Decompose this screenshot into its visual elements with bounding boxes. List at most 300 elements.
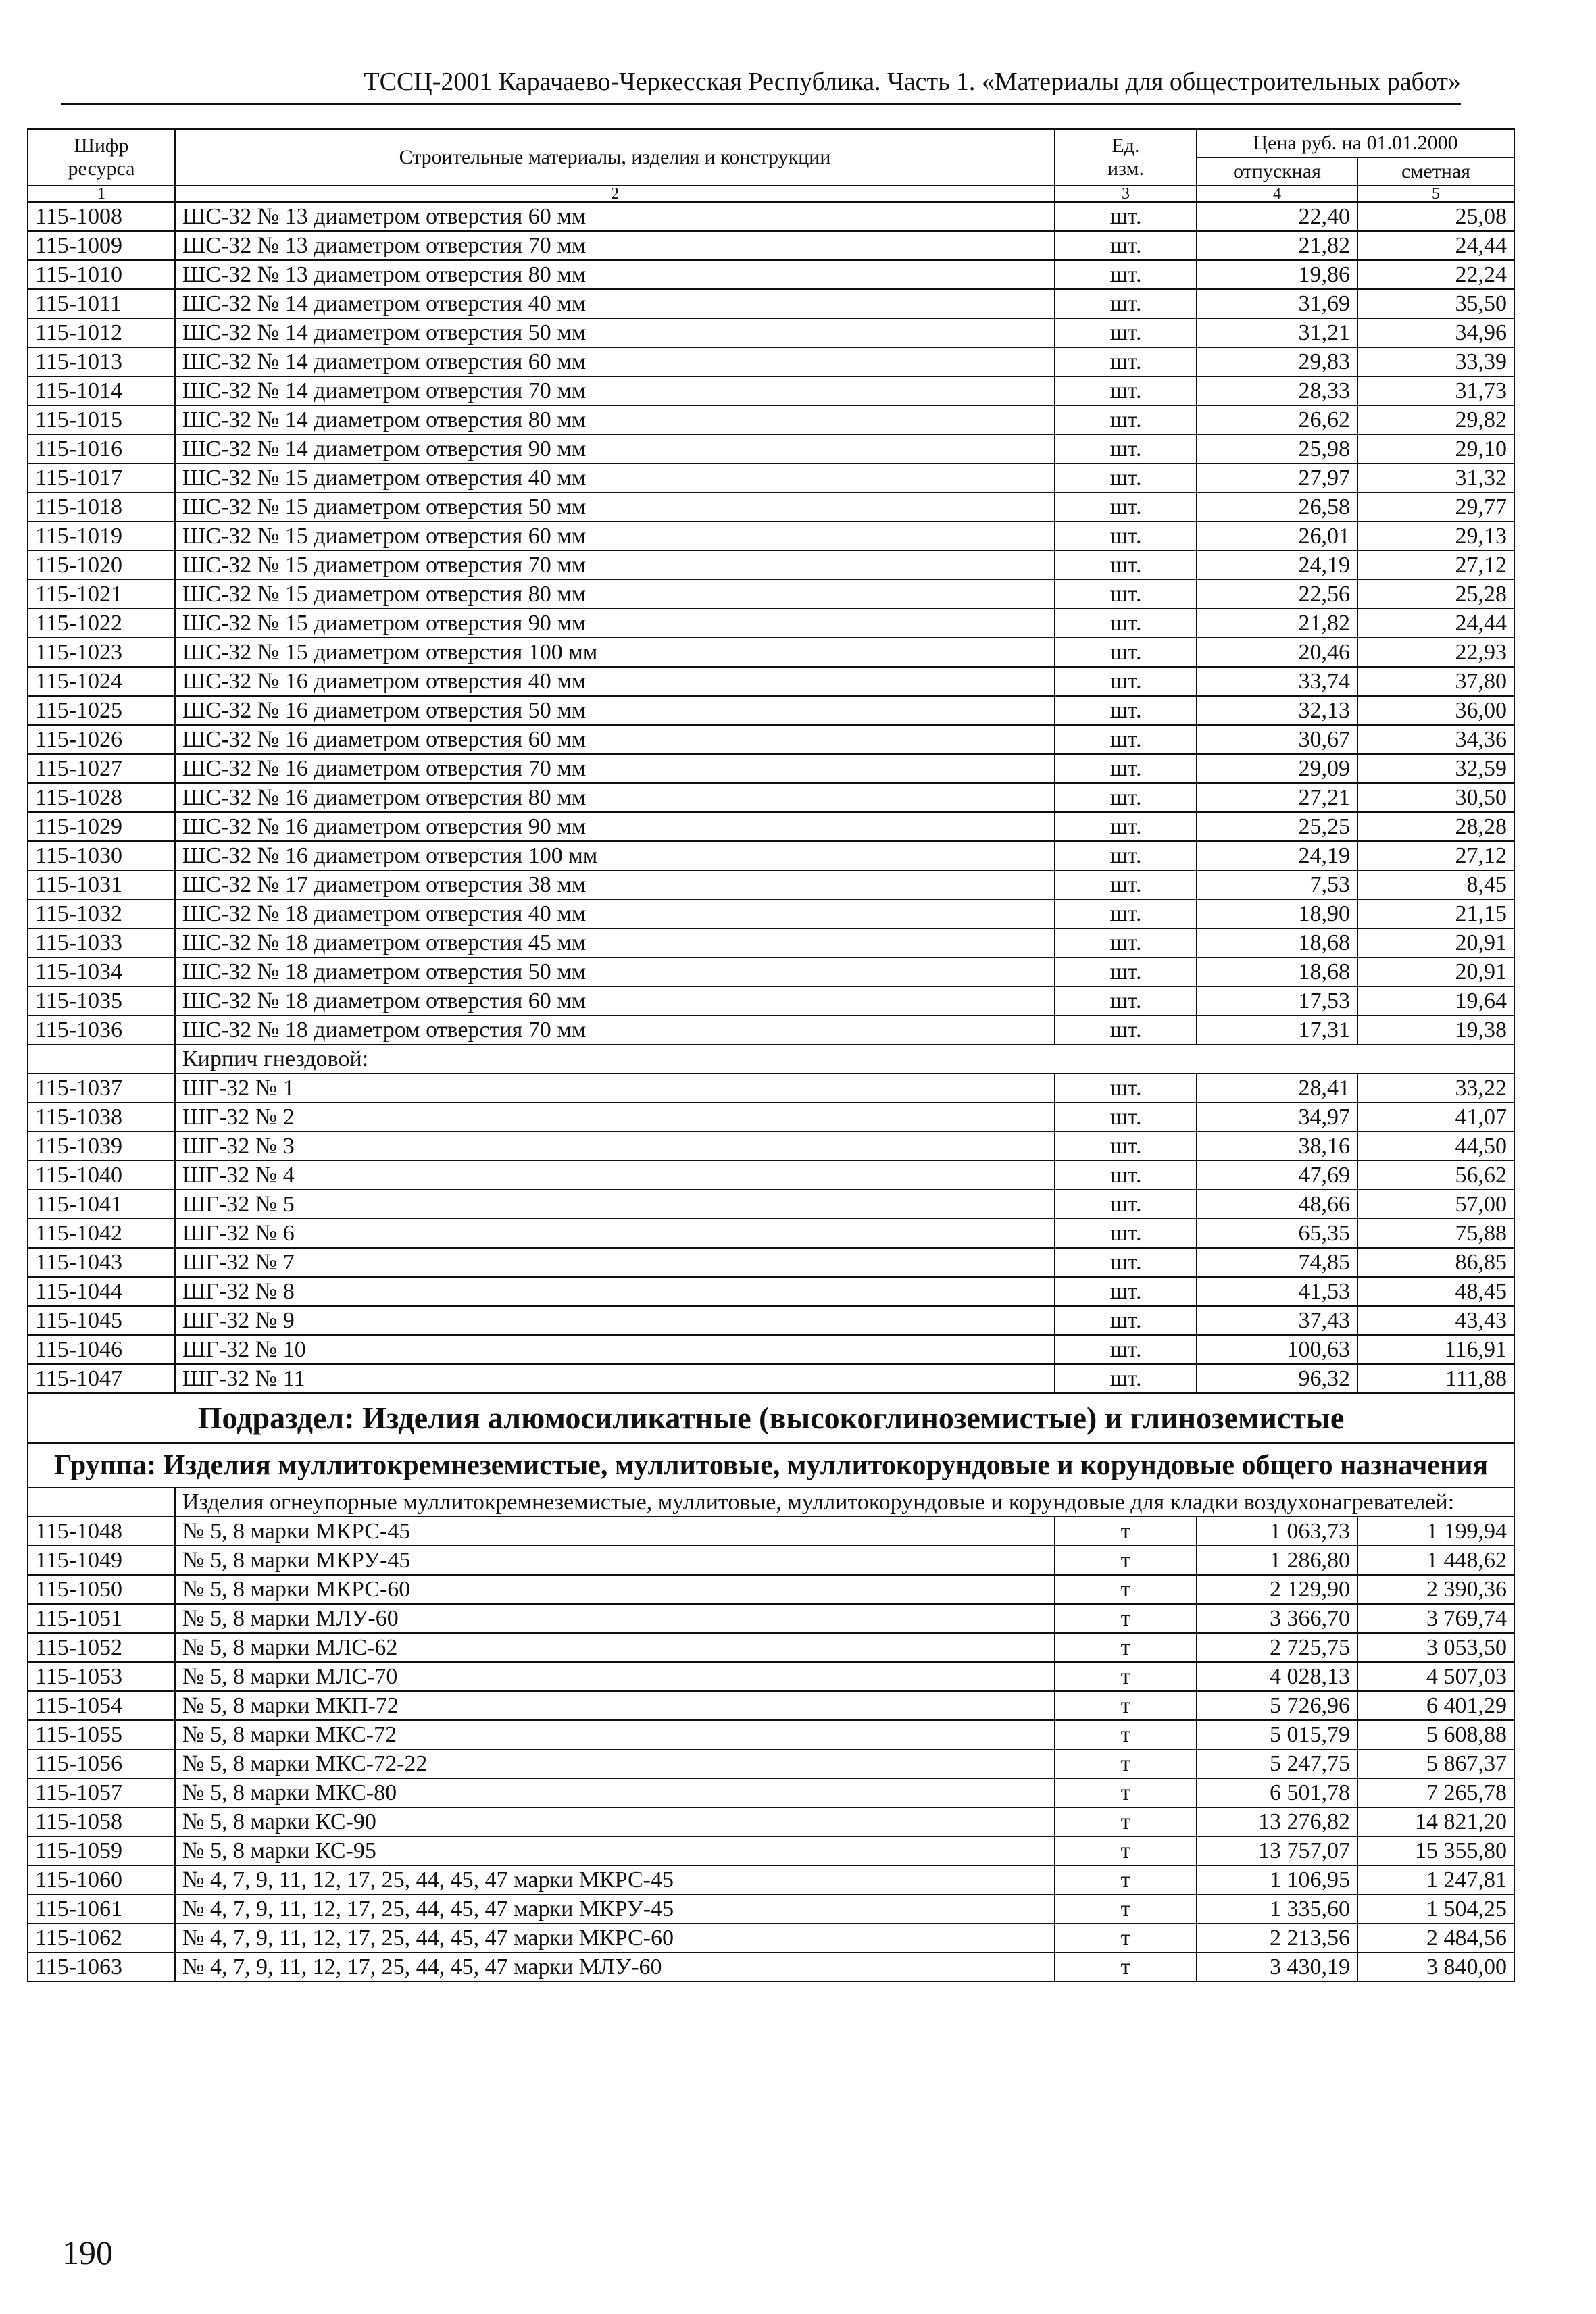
cell-estimate-price: 37,80 — [1357, 667, 1514, 696]
cell-unit: шт. — [1055, 725, 1197, 754]
cell-code: 115-1054 — [28, 1691, 175, 1720]
cell-release-price: 2 725,75 — [1197, 1633, 1357, 1662]
table-row — [28, 957, 1514, 986]
cell-unit: шт. — [1055, 405, 1197, 434]
cell-release-price: 3 366,70 — [1197, 1604, 1357, 1633]
cell-code: 115-1041 — [28, 1190, 175, 1219]
cell-release-price: 21,82 — [1197, 609, 1357, 638]
table-row — [28, 463, 1514, 493]
cell-release-price: 30,67 — [1197, 725, 1357, 754]
cell-code: 115-1042 — [28, 1219, 175, 1248]
table-row — [28, 986, 1514, 1015]
table-body-shg — [28, 1074, 1514, 1393]
table-row — [28, 1161, 1514, 1190]
cell-name: ШС-32 № 16 диаметром отверстия 70 мм — [175, 754, 1055, 783]
cell-name: № 4, 7, 9, 11, 12, 17, 25, 44, 45, 47 марки МЛУ-60 — [175, 1953, 1055, 1982]
cell-name: № 5, 8 марки МЛУ-60 — [175, 1604, 1055, 1633]
cell-release-price: 32,13 — [1197, 696, 1357, 725]
cell-unit: шт. — [1055, 812, 1197, 841]
cell-estimate-price: 27,12 — [1357, 551, 1514, 580]
cell-name: ШС-32 № 18 диаметром отверстия 45 мм — [175, 928, 1055, 957]
cell-unit: т — [1055, 1546, 1197, 1575]
cell-release-price: 1 286,80 — [1197, 1546, 1357, 1575]
page-header: ТССЦ-2001 Карачаево-Черкесская Республика. Часть 1. «Материалы для общестроительных работ» — [61, 64, 1461, 105]
cell-code: 115-1014 — [28, 376, 175, 405]
cell-code: 115-1062 — [28, 1923, 175, 1953]
cell-estimate-price: 33,22 — [1357, 1074, 1514, 1103]
cell-estimate-price: 29,77 — [1357, 493, 1514, 522]
cell-code: 115-1058 — [28, 1807, 175, 1836]
cell-unit: т — [1055, 1517, 1197, 1546]
cell-name: ШГ-32 № 11 — [175, 1364, 1055, 1393]
table-row — [28, 289, 1514, 318]
cell-release-price: 22,56 — [1197, 580, 1357, 609]
column-number: 2 — [175, 186, 1055, 202]
cell-code: 115-1019 — [28, 522, 175, 551]
cell-release-price: 5 247,75 — [1197, 1749, 1357, 1778]
cell-release-price: 29,83 — [1197, 347, 1357, 376]
cell-estimate-price: 3 840,00 — [1357, 1953, 1514, 1982]
cell-release-price: 33,74 — [1197, 667, 1357, 696]
cell-release-price: 4 028,13 — [1197, 1662, 1357, 1691]
table-row — [28, 725, 1514, 754]
cell-code: 115-1008 — [28, 202, 175, 231]
cell-release-price: 2 129,90 — [1197, 1575, 1357, 1604]
cell-estimate-price: 35,50 — [1357, 289, 1514, 318]
cell-unit: шт. — [1055, 696, 1197, 725]
cell-release-price: 20,46 — [1197, 638, 1357, 667]
cell-code: 115-1017 — [28, 463, 175, 493]
table-row — [28, 812, 1514, 841]
cell-estimate-price: 21,15 — [1357, 899, 1514, 928]
cell-estimate-price: 22,93 — [1357, 638, 1514, 667]
cell-estimate-price: 33,39 — [1357, 347, 1514, 376]
cell-code: 115-1010 — [28, 260, 175, 289]
cell-unit: шт. — [1055, 928, 1197, 957]
cell-estimate-price: 27,12 — [1357, 841, 1514, 870]
cell-unit: шт. — [1055, 667, 1197, 696]
table-row — [28, 1778, 1514, 1807]
cell-name: ШС-32 № 14 диаметром отверстия 80 мм — [175, 405, 1055, 434]
cell-code: 115-1063 — [28, 1953, 175, 1982]
cell-name: ШГ-32 № 6 — [175, 1219, 1055, 1248]
group-row — [28, 1443, 1514, 1488]
cell-estimate-price: 2 390,36 — [1357, 1575, 1514, 1604]
cell-release-price: 28,41 — [1197, 1074, 1357, 1103]
table-row — [28, 580, 1514, 609]
cell-unit: шт. — [1055, 957, 1197, 986]
note-row — [28, 1488, 1514, 1517]
cell-code: 115-1009 — [28, 231, 175, 260]
cell-release-price: 74,85 — [1197, 1248, 1357, 1277]
table-row — [28, 783, 1514, 812]
cell-name: ШГ-32 № 9 — [175, 1306, 1055, 1335]
cell-estimate-price: 31,32 — [1357, 463, 1514, 493]
table-row — [28, 202, 1514, 231]
cell-unit: шт. — [1055, 522, 1197, 551]
note-empty-cell — [28, 1488, 175, 1517]
cell-code: 115-1027 — [28, 754, 175, 783]
cell-unit: шт. — [1055, 1161, 1197, 1190]
price-table — [27, 128, 1515, 1982]
cell-name: ШГ-32 № 3 — [175, 1132, 1055, 1161]
cell-unit: т — [1055, 1923, 1197, 1953]
cell-release-price: 34,97 — [1197, 1103, 1357, 1132]
cell-estimate-price: 19,38 — [1357, 1015, 1514, 1045]
table-row — [28, 1074, 1514, 1103]
column-header-release: отпускная — [1197, 157, 1357, 186]
column-header-code-line1: Шифр — [74, 134, 129, 157]
cell-code: 115-1061 — [28, 1894, 175, 1923]
cell-estimate-price: 34,36 — [1357, 725, 1514, 754]
table-row — [28, 1720, 1514, 1749]
table-row — [28, 260, 1514, 289]
cell-name: ШС-32 № 16 диаметром отверстия 60 мм — [175, 725, 1055, 754]
cell-unit: шт. — [1055, 202, 1197, 231]
column-number: 1 — [28, 186, 175, 202]
table-row — [28, 347, 1514, 376]
cell-unit: шт. — [1055, 754, 1197, 783]
table-row — [28, 1894, 1514, 1923]
cell-name: ШС-32 № 15 диаметром отверстия 80 мм — [175, 580, 1055, 609]
cell-code: 115-1030 — [28, 841, 175, 870]
table-row — [28, 1749, 1514, 1778]
cell-name: ШС-32 № 18 диаметром отверстия 70 мм — [175, 1015, 1055, 1045]
cell-release-price: 1 335,60 — [1197, 1894, 1357, 1923]
cell-code: 115-1022 — [28, 609, 175, 638]
cell-estimate-price: 34,96 — [1357, 318, 1514, 347]
cell-name: № 5, 8 марки МКП-72 — [175, 1691, 1055, 1720]
cell-name: ШГ-32 № 1 — [175, 1074, 1055, 1103]
cell-name: ШС-32 № 13 диаметром отверстия 60 мм — [175, 202, 1055, 231]
cell-unit: шт. — [1055, 231, 1197, 260]
cell-estimate-price: 15 355,80 — [1357, 1836, 1514, 1865]
cell-estimate-price: 7 265,78 — [1357, 1778, 1514, 1807]
cell-code: 115-1012 — [28, 318, 175, 347]
cell-estimate-price: 4 507,03 — [1357, 1662, 1514, 1691]
table-row — [28, 1865, 1514, 1894]
cell-code: 115-1018 — [28, 493, 175, 522]
cell-code: 115-1032 — [28, 899, 175, 928]
cell-estimate-price: 31,73 — [1357, 376, 1514, 405]
table-body-brick-note — [28, 1045, 1514, 1074]
cell-unit: т — [1055, 1778, 1197, 1807]
cell-unit: шт. — [1055, 1277, 1197, 1306]
cell-code: 115-1038 — [28, 1103, 175, 1132]
table-row — [28, 1103, 1514, 1132]
cell-code: 115-1011 — [28, 289, 175, 318]
cell-unit: т — [1055, 1633, 1197, 1662]
cell-release-price: 17,31 — [1197, 1015, 1357, 1045]
cell-unit: шт. — [1055, 1132, 1197, 1161]
cell-estimate-price: 1 199,94 — [1357, 1517, 1514, 1546]
cell-release-price: 26,62 — [1197, 405, 1357, 434]
table-row — [28, 376, 1514, 405]
cell-unit: шт. — [1055, 783, 1197, 812]
cell-code: 115-1048 — [28, 1517, 175, 1546]
cell-name: ШС-32 № 18 диаметром отверстия 50 мм — [175, 957, 1055, 986]
cell-name: ШС-32 № 13 диаметром отверстия 70 мм — [175, 231, 1055, 260]
cell-estimate-price: 41,07 — [1357, 1103, 1514, 1132]
group-title: Группа: Изделия муллитокремнеземистые, муллитовые, муллитокорундовые и корундовые общего назначения — [28, 1443, 1514, 1488]
column-number: 5 — [1357, 186, 1514, 202]
cell-unit: т — [1055, 1894, 1197, 1923]
cell-release-price: 13 276,82 — [1197, 1807, 1357, 1836]
cell-unit: шт. — [1055, 434, 1197, 463]
cell-estimate-price: 36,00 — [1357, 696, 1514, 725]
cell-name: № 5, 8 марки МЛС-70 — [175, 1662, 1055, 1691]
cell-name: ШГ-32 № 2 — [175, 1103, 1055, 1132]
cell-estimate-price: 1 247,81 — [1357, 1865, 1514, 1894]
cell-unit: шт. — [1055, 493, 1197, 522]
cell-name: ШГ-32 № 8 — [175, 1277, 1055, 1306]
table-row — [28, 754, 1514, 783]
cell-estimate-price: 8,45 — [1357, 870, 1514, 899]
cell-unit: шт. — [1055, 580, 1197, 609]
cell-code: 115-1034 — [28, 957, 175, 986]
cell-code: 115-1052 — [28, 1633, 175, 1662]
cell-release-price: 2 213,56 — [1197, 1923, 1357, 1953]
cell-unit: шт. — [1055, 463, 1197, 493]
cell-code: 115-1026 — [28, 725, 175, 754]
cell-release-price: 48,66 — [1197, 1190, 1357, 1219]
cell-unit: шт. — [1055, 1364, 1197, 1393]
cell-estimate-price: 48,45 — [1357, 1277, 1514, 1306]
cell-name: ШС-32 № 14 диаметром отверстия 40 мм — [175, 289, 1055, 318]
note-row — [28, 1045, 1514, 1074]
cell-estimate-price: 57,00 — [1357, 1190, 1514, 1219]
table-row — [28, 1248, 1514, 1277]
cell-name: № 5, 8 марки МКС-80 — [175, 1778, 1055, 1807]
cell-release-price: 65,35 — [1197, 1219, 1357, 1248]
cell-name: ШС-32 № 13 диаметром отверстия 80 мм — [175, 260, 1055, 289]
cell-code: 115-1055 — [28, 1720, 175, 1749]
cell-release-price: 41,53 — [1197, 1277, 1357, 1306]
cell-release-price: 100,63 — [1197, 1335, 1357, 1364]
table-row — [28, 1575, 1514, 1604]
table-row — [28, 1219, 1514, 1248]
cell-code: 115-1046 — [28, 1335, 175, 1364]
cell-estimate-price: 20,91 — [1357, 957, 1514, 986]
table-row — [28, 318, 1514, 347]
cell-unit: шт. — [1055, 1190, 1197, 1219]
cell-unit: шт. — [1055, 1015, 1197, 1045]
cell-name: № 5, 8 марки МКС-72-22 — [175, 1749, 1055, 1778]
table-row — [28, 1517, 1514, 1546]
cell-name: № 5, 8 марки МКРС-60 — [175, 1575, 1055, 1604]
cell-code: 115-1060 — [28, 1865, 175, 1894]
cell-estimate-price: 1 448,62 — [1357, 1546, 1514, 1575]
cell-code: 115-1043 — [28, 1248, 175, 1277]
cell-unit: шт. — [1055, 638, 1197, 667]
cell-release-price: 47,69 — [1197, 1161, 1357, 1190]
column-number: 4 — [1197, 186, 1357, 202]
cell-estimate-price: 25,08 — [1357, 202, 1514, 231]
cell-name: ШГ-32 № 4 — [175, 1161, 1055, 1190]
cell-name: № 5, 8 марки МЛС-62 — [175, 1633, 1055, 1662]
table-row — [28, 667, 1514, 696]
cell-unit: т — [1055, 1807, 1197, 1836]
cell-estimate-price: 75,88 — [1357, 1219, 1514, 1248]
cell-release-price: 24,19 — [1197, 551, 1357, 580]
table-row — [28, 928, 1514, 957]
cell-release-price: 29,09 — [1197, 754, 1357, 783]
cell-release-price: 3 430,19 — [1197, 1953, 1357, 1982]
cell-name: ШС-32 № 15 диаметром отверстия 50 мм — [175, 493, 1055, 522]
cell-release-price: 37,43 — [1197, 1306, 1357, 1335]
cell-unit: шт. — [1055, 376, 1197, 405]
cell-code: 115-1013 — [28, 347, 175, 376]
cell-release-price: 18,90 — [1197, 899, 1357, 928]
cell-release-price: 18,68 — [1197, 957, 1357, 986]
column-header-code — [28, 129, 175, 186]
cell-code: 115-1039 — [28, 1132, 175, 1161]
cell-code: 115-1031 — [28, 870, 175, 899]
cell-unit: шт. — [1055, 609, 1197, 638]
cell-unit: шт. — [1055, 986, 1197, 1015]
table-row — [28, 1662, 1514, 1691]
table-body-shc — [28, 202, 1514, 1045]
cell-code: 115-1053 — [28, 1662, 175, 1691]
cell-estimate-price: 22,24 — [1357, 260, 1514, 289]
column-header-price: Цена руб. на 01.01.2000 — [1197, 129, 1514, 157]
cell-estimate-price: 32,59 — [1357, 754, 1514, 783]
cell-name: ШС-32 № 16 диаметром отверстия 80 мм — [175, 783, 1055, 812]
cell-release-price: 5 726,96 — [1197, 1691, 1357, 1720]
table-row — [28, 870, 1514, 899]
cell-code: 115-1056 — [28, 1749, 175, 1778]
cell-code: 115-1049 — [28, 1546, 175, 1575]
cell-release-price: 96,32 — [1197, 1364, 1357, 1393]
cell-code: 115-1016 — [28, 434, 175, 463]
cell-unit: шт. — [1055, 260, 1197, 289]
table-row — [28, 493, 1514, 522]
cell-estimate-price: 111,88 — [1357, 1364, 1514, 1393]
table-row — [28, 609, 1514, 638]
cell-name: № 5, 8 марки КС-90 — [175, 1807, 1055, 1836]
cell-release-price: 7,53 — [1197, 870, 1357, 899]
cell-name: ШС-32 № 18 диаметром отверстия 60 мм — [175, 986, 1055, 1015]
cell-unit: шт. — [1055, 870, 1197, 899]
cell-release-price: 27,21 — [1197, 783, 1357, 812]
cell-code: 115-1021 — [28, 580, 175, 609]
cell-release-price: 38,16 — [1197, 1132, 1357, 1161]
cell-unit: шт. — [1055, 551, 1197, 580]
cell-name: № 4, 7, 9, 11, 12, 17, 25, 44, 45, 47 марки МКРС-45 — [175, 1865, 1055, 1894]
cell-code: 115-1037 — [28, 1074, 175, 1103]
cell-code: 115-1024 — [28, 667, 175, 696]
cell-name: ШС-32 № 16 диаметром отверстия 40 мм — [175, 667, 1055, 696]
cell-estimate-price: 3 053,50 — [1357, 1633, 1514, 1662]
cell-code: 115-1036 — [28, 1015, 175, 1045]
column-header-code-line2: ресурса — [68, 157, 135, 180]
cell-name: № 5, 8 марки МКРУ-45 — [175, 1546, 1055, 1575]
cell-unit: шт. — [1055, 1306, 1197, 1335]
cell-name: ШГ-32 № 10 — [175, 1335, 1055, 1364]
cell-estimate-price: 24,44 — [1357, 609, 1514, 638]
cell-unit: т — [1055, 1575, 1197, 1604]
cell-code: 115-1028 — [28, 783, 175, 812]
cell-code: 115-1020 — [28, 551, 175, 580]
cell-release-price: 21,82 — [1197, 231, 1357, 260]
cell-estimate-price: 3 769,74 — [1357, 1604, 1514, 1633]
cell-unit: шт. — [1055, 1103, 1197, 1132]
cell-unit: шт. — [1055, 1219, 1197, 1248]
subsection-title: Подраздел: Изделия алюмосиликатные (высокоглиноземистые) и глиноземистые — [28, 1393, 1514, 1443]
cell-name: ШС-32 № 15 диаметром отверстия 70 мм — [175, 551, 1055, 580]
table-row — [28, 1132, 1514, 1161]
cell-unit: т — [1055, 1720, 1197, 1749]
cell-estimate-price: 116,91 — [1357, 1335, 1514, 1364]
cell-code: 115-1057 — [28, 1778, 175, 1807]
table-row — [28, 1923, 1514, 1953]
column-number: 3 — [1055, 186, 1197, 202]
cell-name: ШС-32 № 18 диаметром отверстия 40 мм — [175, 899, 1055, 928]
table-row — [28, 696, 1514, 725]
cell-unit: шт. — [1055, 1074, 1197, 1103]
cell-code: 115-1033 — [28, 928, 175, 957]
cell-estimate-price: 86,85 — [1357, 1248, 1514, 1277]
cell-name: № 5, 8 марки МКРС-45 — [175, 1517, 1055, 1546]
subsection-row — [28, 1393, 1514, 1443]
cell-release-price: 1 106,95 — [1197, 1865, 1357, 1894]
cell-release-price: 26,58 — [1197, 493, 1357, 522]
cell-estimate-price: 28,28 — [1357, 812, 1514, 841]
cell-release-price: 17,53 — [1197, 986, 1357, 1015]
cell-code: 115-1044 — [28, 1277, 175, 1306]
cell-code: 115-1029 — [28, 812, 175, 841]
cell-unit: т — [1055, 1749, 1197, 1778]
cell-release-price: 25,98 — [1197, 434, 1357, 463]
cell-name: ШС-32 № 14 диаметром отверстия 50 мм — [175, 318, 1055, 347]
cell-unit: т — [1055, 1604, 1197, 1633]
table-row — [28, 1306, 1514, 1335]
cell-name: № 5, 8 марки КС-95 — [175, 1836, 1055, 1865]
cell-name: ШС-32 № 16 диаметром отверстия 100 мм — [175, 841, 1055, 870]
cell-name: ШС-32 № 15 диаметром отверстия 40 мм — [175, 463, 1055, 493]
table-row — [28, 899, 1514, 928]
cell-name: ШС-32 № 15 диаметром отверстия 100 мм — [175, 638, 1055, 667]
cell-name: ШГ-32 № 7 — [175, 1248, 1055, 1277]
cell-estimate-price: 44,50 — [1357, 1132, 1514, 1161]
cell-unit: шт. — [1055, 347, 1197, 376]
table-body-headings — [28, 1393, 1514, 1517]
table-row — [28, 1015, 1514, 1045]
cell-estimate-price: 24,44 — [1357, 231, 1514, 260]
cell-code: 115-1047 — [28, 1364, 175, 1393]
table-row — [28, 1277, 1514, 1306]
cell-name: ШС-32 № 15 диаметром отверстия 60 мм — [175, 522, 1055, 551]
cell-unit: т — [1055, 1836, 1197, 1865]
cell-code: 115-1051 — [28, 1604, 175, 1633]
cell-estimate-price: 5 867,37 — [1357, 1749, 1514, 1778]
cell-release-price: 28,33 — [1197, 376, 1357, 405]
cell-unit: т — [1055, 1953, 1197, 1982]
cell-code: 115-1050 — [28, 1575, 175, 1604]
cell-estimate-price: 25,28 — [1357, 580, 1514, 609]
cell-release-price: 22,40 — [1197, 202, 1357, 231]
cell-estimate-price: 6 401,29 — [1357, 1691, 1514, 1720]
cell-estimate-price: 20,91 — [1357, 928, 1514, 957]
table-row — [28, 1953, 1514, 1982]
cell-release-price: 24,19 — [1197, 841, 1357, 870]
page-number: 190 — [62, 2234, 113, 2271]
table-row — [28, 522, 1514, 551]
cell-estimate-price: 29,10 — [1357, 434, 1514, 463]
cell-unit: шт. — [1055, 1248, 1197, 1277]
cell-code: 115-1025 — [28, 696, 175, 725]
cell-name: № 4, 7, 9, 11, 12, 17, 25, 44, 45, 47 марки МКРУ-45 — [175, 1894, 1055, 1923]
